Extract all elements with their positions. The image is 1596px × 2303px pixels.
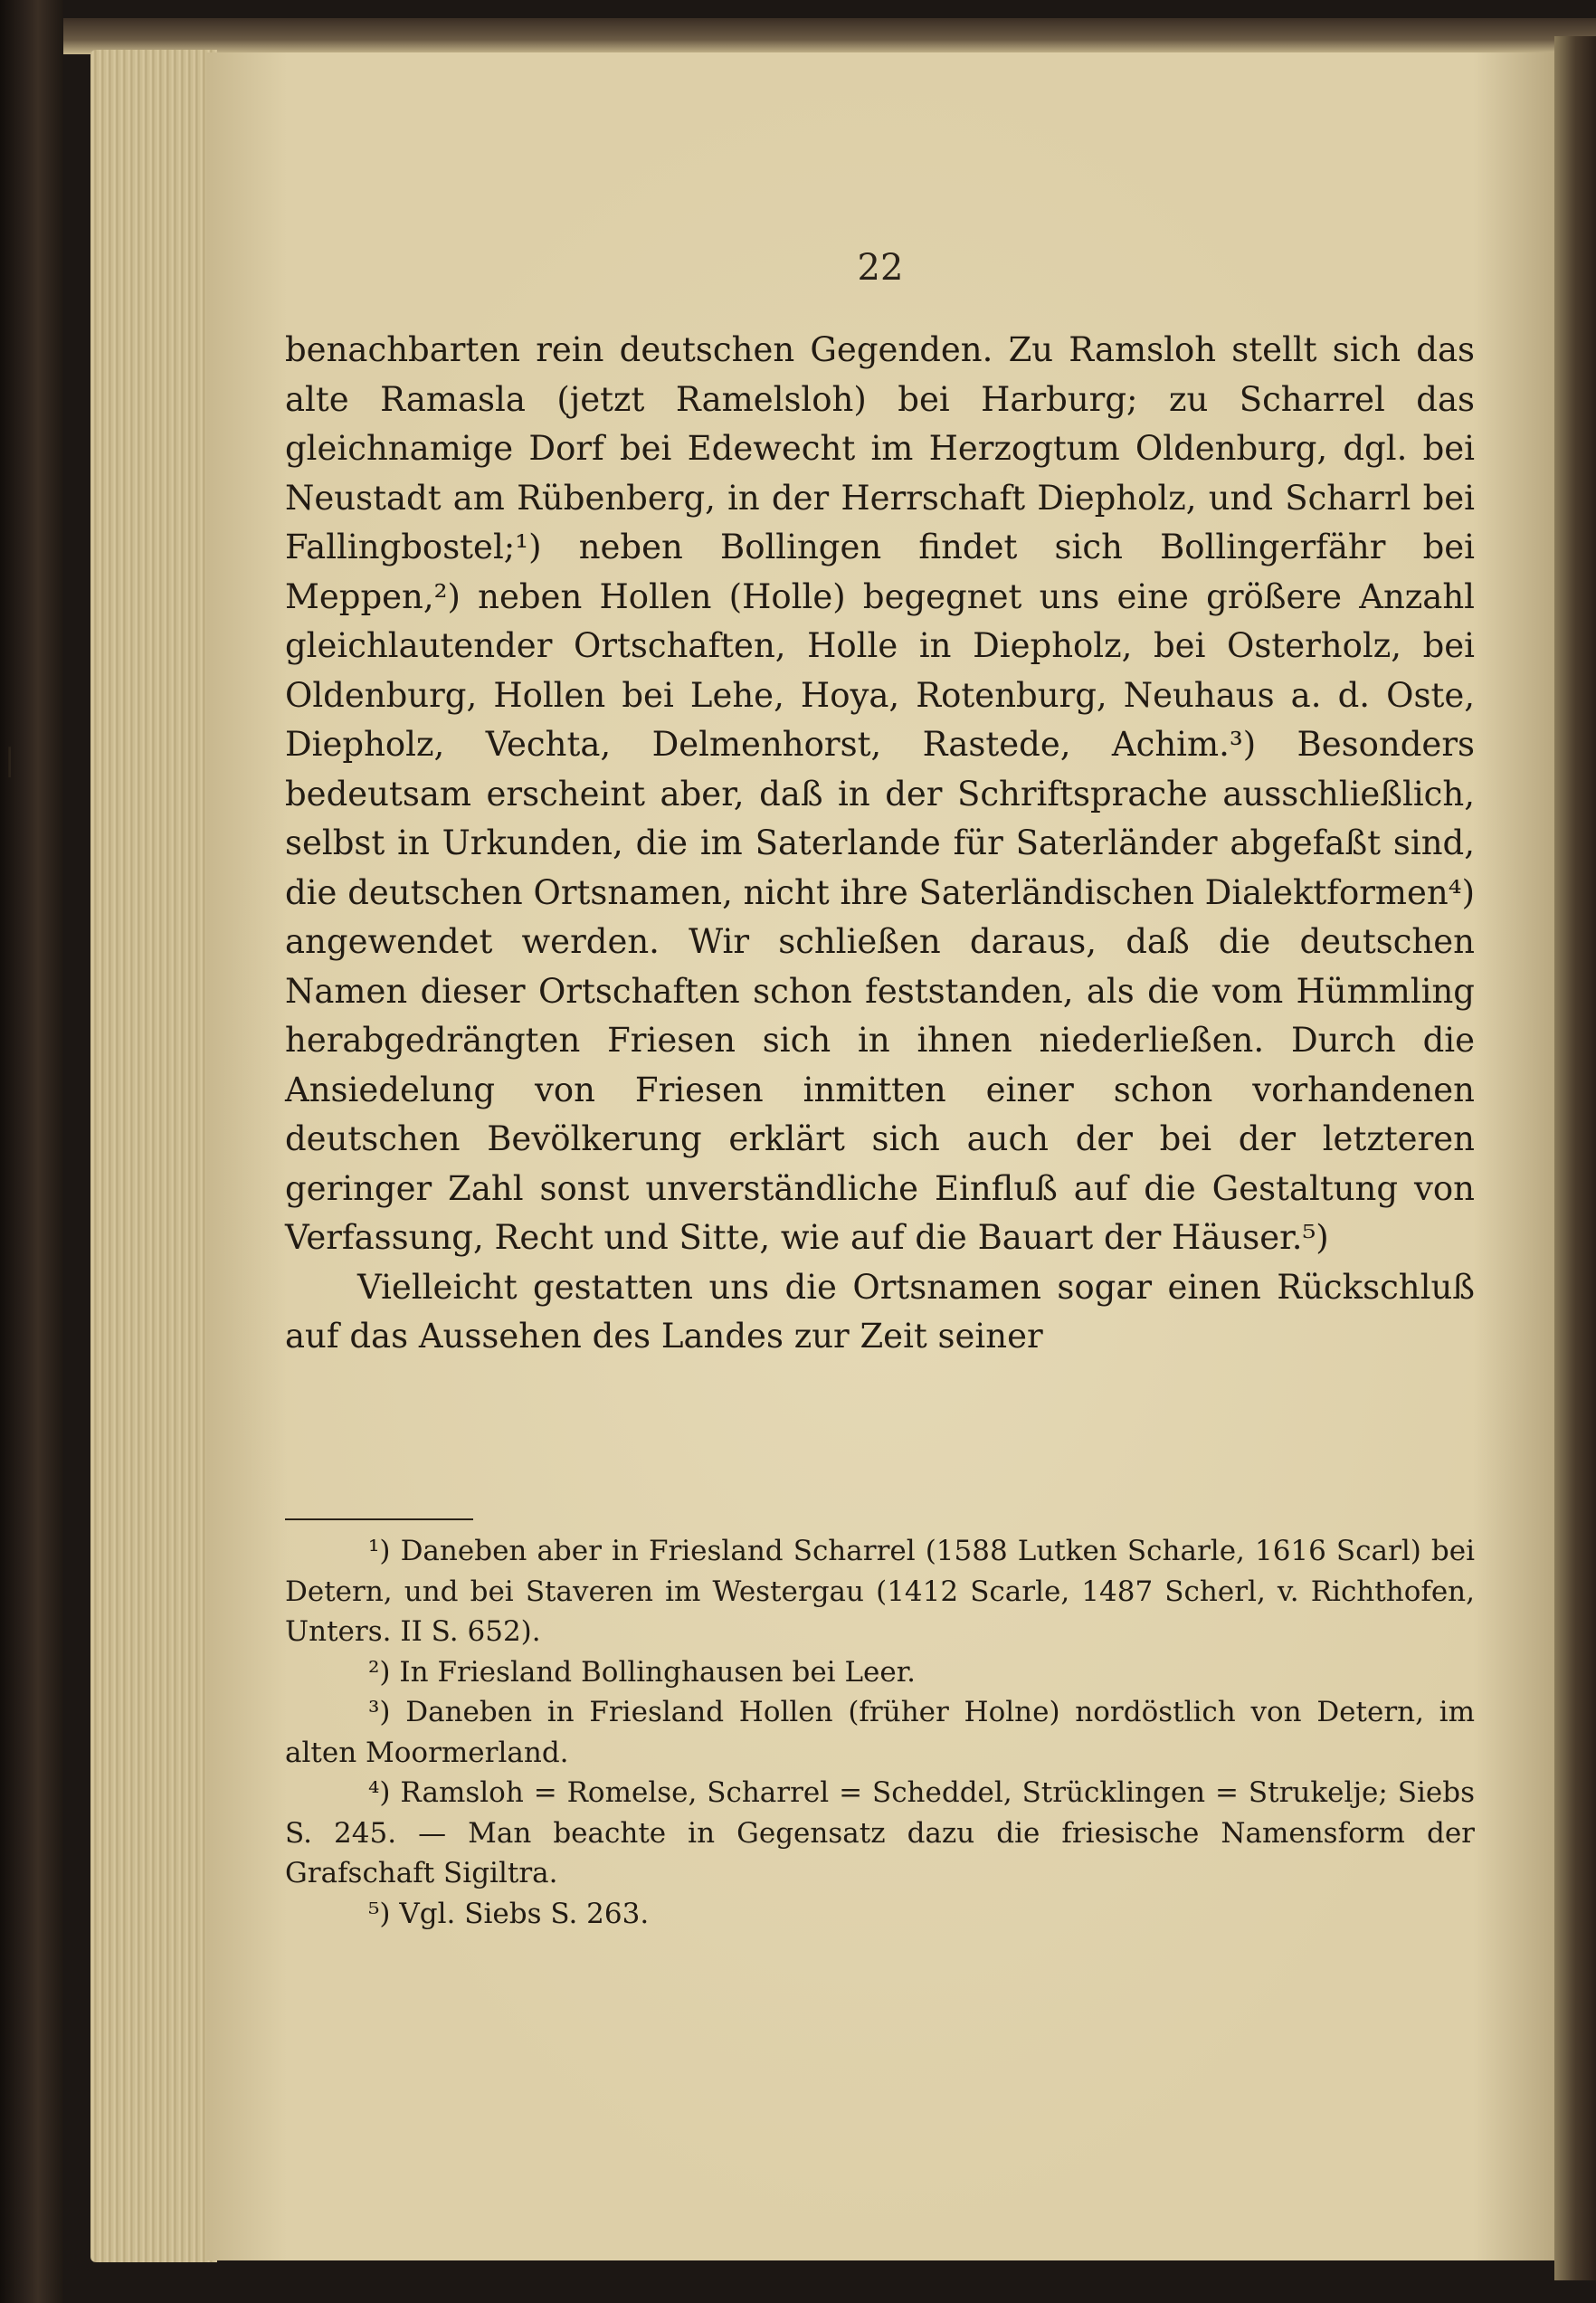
page-stack-edges: [90, 50, 217, 2262]
footnote-3: ³) Daneben in Friesland Hollen (früher Holne) nordöstlich von Detern, im alten Moormerland.: [285, 1696, 1475, 1769]
book-spine-left: [0, 0, 63, 2303]
paragraph-2: Vielleicht gestatten uns die Ortsnamen sogar einen Rückschluß auf das Aussehen des Landes zur Zeit seiner: [285, 1267, 1475, 1356]
footnote-5: ⁵) Vgl. Siebs S. 263.: [368, 1897, 650, 1930]
book-binding-right: [1554, 36, 1596, 2280]
footnote-4: ⁴) Ramsloh = Romelse, Scharrel = Scheddel, Strücklingen = Strukelje; Siebs S. 245. — Man beachte in Gegensatz dazu die friesische Namensform der Grafschaft Sigiltra.: [285, 1776, 1475, 1889]
footnote-separator: [285, 1518, 473, 1520]
footnotes: [285, 1531, 1475, 1934]
paragraph-1: benachbarten rein deutschen Gegenden. Zu Ramsloh stellt sich das alte Ramasla (jetzt Ramelsloh) bei Harburg; zu Scharrel das gleichnamige Dorf bei Edewecht im Herzogtum Oldenburg, dgl. bei Neustadt am Rübenberg, in der Herrschaft Diepholz, und Scharrl bei Fallingbostel;¹) neben Bollingen findet sich Bollingerfähr bei Meppen,²) neben Hollen (Holle) begegnet uns eine größere Anzahl gleichlautender Ortschaften, Holle in Diepholz, bei Osterholz, bei Oldenburg, Hollen bei Lehe, Hoya, Rotenburg, Neuhaus a. d. Oste, Diepholz, Vechta, Delmenhorst, Rastede, Achim.³) Besonders bedeutsam erscheint aber, daß in der Schriftsprache ausschließlich, selbst in Urkunden, die im Saterlande für Saterländer abgefaßt sind, die deutschen Ortsnamen, nicht ihre Saterländischen Dialektformen⁴) angewendet werden. Wir schließen daraus, daß die deutschen Namen dieser Ortschaften schon feststanden, als die vom Hümmling herabgedrängten Friesen sich in ihnen niederließen. Durch die Ansiedelung von Friesen inmitten einer schon vorhandenen deutschen Bevölkerung erklärt sich auch der bei der letzteren geringer Zahl sonst unverständliche Einfluß auf die Gestaltung von Verfassung, Recht und Sitte, wie auf die Bauart der Häuser.⁵): [285, 330, 1475, 1257]
margin-mark: |: [5, 742, 15, 778]
page-number: 22: [857, 247, 904, 289]
footnote-2: ²) In Friesland Bollinghausen bei Leer.: [368, 1655, 916, 1689]
body-text: [285, 326, 1475, 1362]
book-top-edge: [63, 18, 1596, 54]
footnote-1: ¹) Daneben aber in Friesland Scharrel (1588 Lutken Scharle, 1616 Scarl) bei Detern, und bei Staveren im Westergau (1412 Scarle, 1487 Scherl, v. Richthofen, Unters. II S. 652).: [285, 1535, 1475, 1648]
